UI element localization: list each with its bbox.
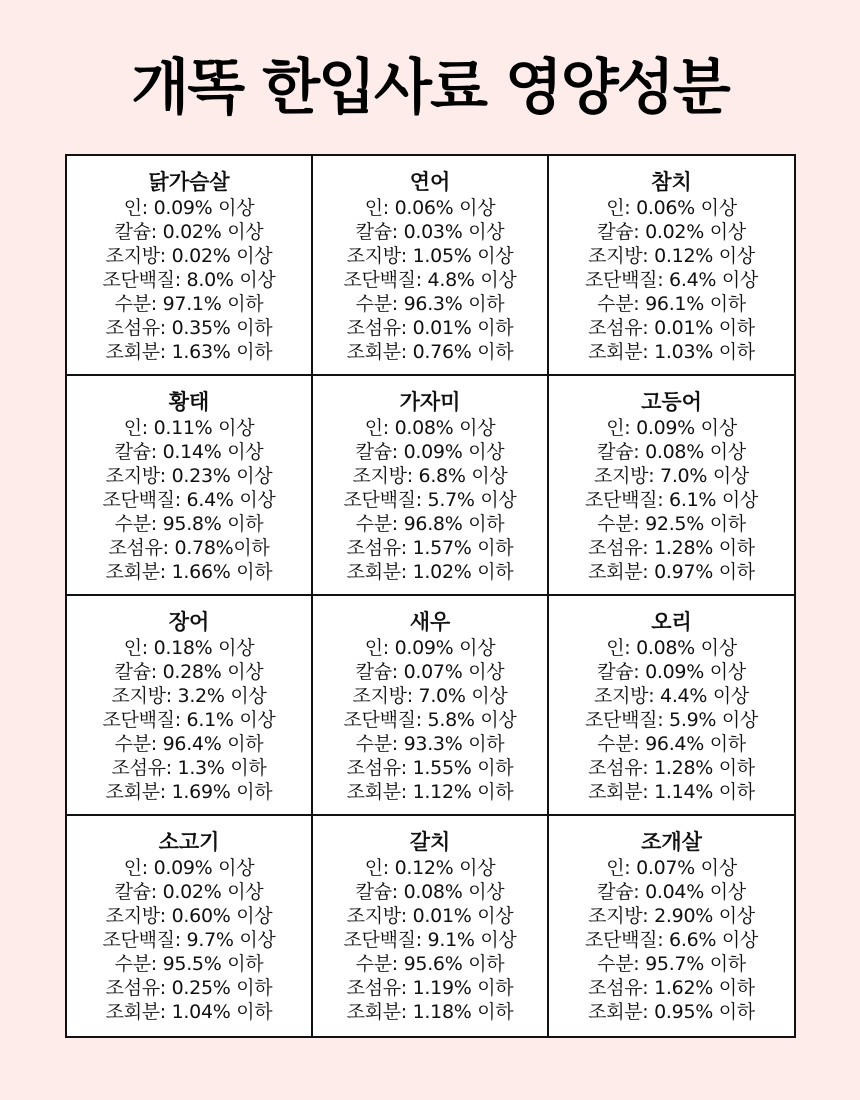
nutrient-line: 조단백질: 5.8% 이상 (343, 709, 517, 731)
nutrient-line: 수분: 96.4% 이하 (597, 733, 746, 755)
nutrient-line: 칼슘: 0.14% 이상 (114, 441, 264, 463)
nutrient-list (549, 856, 794, 1024)
nutrient-line: 수분: 95.8% 이하 (114, 513, 264, 535)
nutrient-line: 조섬유: 0.78%이하 (108, 537, 270, 559)
nutrient-line: 조단백질: 5.7% 이상 (343, 489, 517, 511)
nutrient-line: 인: 0.09% 이상 (123, 197, 255, 219)
nutrient-line: 조회분: 1.12% 이하 (346, 781, 514, 803)
nutrient-line: 인: 0.18% 이상 (123, 637, 255, 659)
nutrient-line: 조단백질: 6.1% 이상 (585, 489, 758, 511)
ingredient-name: 고등어 (641, 390, 702, 414)
nutrient-line: 조지방: 0.01% 이상 (346, 905, 514, 927)
nutrient-line: 조지방: 3.2% 이상 (111, 685, 267, 707)
nutrient-line: 인: 0.11% 이상 (123, 417, 255, 439)
nutrient-line: 조섬유: 0.25% 이하 (105, 977, 273, 999)
nutrient-line: 인: 0.09% 이상 (123, 857, 255, 879)
nutrient-line: 조단백질: 9.1% 이상 (343, 929, 517, 951)
nutrient-line: 인: 0.08% 이상 (364, 417, 496, 439)
nutrient-list (67, 196, 311, 364)
ingredient-name: 새우 (409, 610, 451, 634)
nutrient-line: 조지방: 0.23% 이상 (105, 465, 273, 487)
nutrient-line: 조단백질: 4.8% 이상 (343, 269, 517, 291)
ingredient-name: 연어 (409, 170, 451, 194)
nutrition-cell (67, 376, 313, 596)
nutrient-list (67, 856, 311, 1024)
nutrient-line: 수분: 95.6% 이하 (355, 953, 505, 975)
nutrient-line: 조단백질: 9.7% 이상 (102, 929, 276, 951)
ingredient-name: 가자미 (399, 390, 461, 414)
nutrient-line: 조단백질: 8.0% 이상 (102, 269, 276, 291)
nutrition-cell (549, 816, 794, 1036)
nutrition-cell (67, 816, 313, 1036)
nutrient-line: 칼슘: 0.02% 이상 (597, 221, 746, 243)
nutrient-list (549, 636, 794, 804)
nutrient-line: 칼슘: 0.04% 이상 (597, 881, 746, 903)
nutrition-cell (313, 156, 549, 376)
nutrient-line: 수분: 93.3% 이하 (355, 733, 505, 755)
nutrient-line: 수분: 96.3% 이하 (355, 293, 505, 315)
nutrient-line: 조지방: 4.4% 이상 (594, 685, 749, 707)
nutrient-list (67, 416, 311, 584)
nutrient-line: 조단백질: 6.1% 이상 (102, 709, 276, 731)
nutrient-line: 조섬유: 1.28% 이하 (588, 757, 755, 779)
nutrient-line: 조섬유: 0.01% 이하 (346, 317, 514, 339)
nutrition-cell (549, 156, 794, 376)
nutrient-line: 조단백질: 6.6% 이상 (585, 929, 758, 951)
ingredient-name: 오리 (651, 610, 692, 634)
nutrient-line: 수분: 96.8% 이하 (355, 513, 505, 535)
nutrient-line: 칼슘: 0.03% 이상 (355, 221, 505, 243)
nutrient-line: 수분: 96.4% 이하 (114, 733, 264, 755)
nutrient-line: 인: 0.07% 이상 (606, 857, 737, 879)
nutrient-line: 조지방: 2.90% 이상 (588, 905, 755, 927)
nutrient-line: 수분: 95.7% 이하 (597, 953, 746, 975)
ingredient-name: 닭가슴살 (148, 170, 230, 194)
nutrition-cell (67, 156, 313, 376)
nutrient-line: 칼슘: 0.02% 이상 (114, 881, 264, 903)
nutrient-line: 칼슘: 0.28% 이상 (114, 661, 264, 683)
nutrient-line: 조단백질: 6.4% 이상 (585, 269, 758, 291)
nutrient-line: 조지방: 7.0% 이상 (594, 465, 749, 487)
ingredient-name: 참치 (651, 170, 692, 194)
nutrient-line: 조회분: 1.04% 이하 (105, 1001, 273, 1023)
nutrient-line: 조섬유: 1.19% 이하 (346, 977, 514, 999)
nutrient-line: 칼슘: 0.09% 이상 (355, 441, 505, 463)
nutrient-line: 인: 0.09% 이상 (364, 637, 496, 659)
nutrient-line: 조회분: 1.69% 이하 (105, 781, 273, 803)
nutrient-line: 조회분: 1.03% 이하 (588, 341, 755, 363)
nutrient-line: 수분: 95.5% 이하 (114, 953, 264, 975)
nutrition-cell (313, 596, 549, 816)
nutrient-line: 조섬유: 1.28% 이하 (588, 537, 755, 559)
nutrient-list (313, 196, 547, 364)
nutrient-line: 조섬유: 1.62% 이하 (588, 977, 755, 999)
nutrient-line: 인: 0.06% 이상 (606, 197, 737, 219)
nutrient-line: 인: 0.09% 이상 (606, 417, 737, 439)
nutrient-line: 조지방: 0.02% 이상 (105, 245, 273, 267)
nutrient-list (549, 196, 794, 364)
nutrient-line: 인: 0.08% 이상 (606, 637, 737, 659)
ingredient-name: 갈치 (409, 830, 451, 854)
nutrition-cell (549, 376, 794, 596)
nutrition-table (65, 154, 796, 1038)
nutrient-line: 조회분: 0.76% 이하 (346, 341, 514, 363)
nutrient-line: 조회분: 1.14% 이하 (588, 781, 755, 803)
nutrient-list (67, 636, 311, 804)
nutrient-line: 조회분: 0.97% 이하 (588, 561, 755, 583)
nutrient-line: 칼슘: 0.08% 이상 (597, 441, 746, 463)
nutrient-list (313, 856, 547, 1024)
nutrient-line: 조섬유: 1.55% 이하 (346, 757, 514, 779)
nutrient-line: 조단백질: 6.4% 이상 (102, 489, 276, 511)
nutrient-line: 조섬유: 0.01% 이하 (588, 317, 755, 339)
nutrient-line: 조지방: 7.0% 이상 (352, 685, 508, 707)
nutrient-line: 조지방: 0.12% 이상 (588, 245, 755, 267)
nutrient-line: 인: 0.06% 이상 (364, 197, 496, 219)
nutrient-line: 조단백질: 5.9% 이상 (585, 709, 758, 731)
nutrient-line: 조섬유: 0.35% 이하 (105, 317, 273, 339)
nutrient-line: 조섬유: 1.57% 이하 (346, 537, 514, 559)
ingredient-name: 소고기 (158, 830, 220, 854)
page-title: 개똑 한입사료 영양성분 (131, 53, 729, 123)
ingredient-name: 장어 (168, 610, 210, 634)
nutrient-list (549, 416, 794, 584)
nutrition-cell (313, 816, 549, 1036)
nutrient-line: 수분: 92.5% 이하 (597, 513, 746, 535)
nutrient-line: 조회분: 1.66% 이하 (105, 561, 273, 583)
nutrient-line: 인: 0.12% 이상 (364, 857, 496, 879)
nutrient-line: 조회분: 1.02% 이하 (346, 561, 514, 583)
nutrient-line: 조지방: 0.60% 이상 (105, 905, 273, 927)
nutrition-cell (549, 596, 794, 816)
nutrient-line: 칼슘: 0.08% 이상 (355, 881, 505, 903)
ingredient-name: 조개살 (641, 830, 702, 854)
nutrition-cell (67, 596, 313, 816)
nutrient-line: 칼슘: 0.07% 이상 (355, 661, 505, 683)
nutrient-line: 칼슘: 0.09% 이상 (597, 661, 746, 683)
nutrient-list (313, 636, 547, 804)
nutrient-line: 조지방: 1.05% 이상 (346, 245, 514, 267)
nutrient-line: 칼슘: 0.02% 이상 (114, 221, 264, 243)
nutrient-line: 수분: 97.1% 이하 (114, 293, 264, 315)
nutrient-line: 조지방: 6.8% 이상 (352, 465, 508, 487)
ingredient-name: 황태 (168, 390, 210, 414)
nutrient-line: 조회분: 1.18% 이하 (346, 1001, 514, 1023)
nutrition-cell (313, 376, 549, 596)
nutrient-list (313, 416, 547, 584)
nutrient-line: 조회분: 1.63% 이하 (105, 341, 273, 363)
nutrient-line: 수분: 96.1% 이하 (597, 293, 746, 315)
nutrient-line: 조회분: 0.95% 이하 (588, 1001, 755, 1023)
nutrient-line: 조섬유: 1.3% 이하 (111, 757, 267, 779)
